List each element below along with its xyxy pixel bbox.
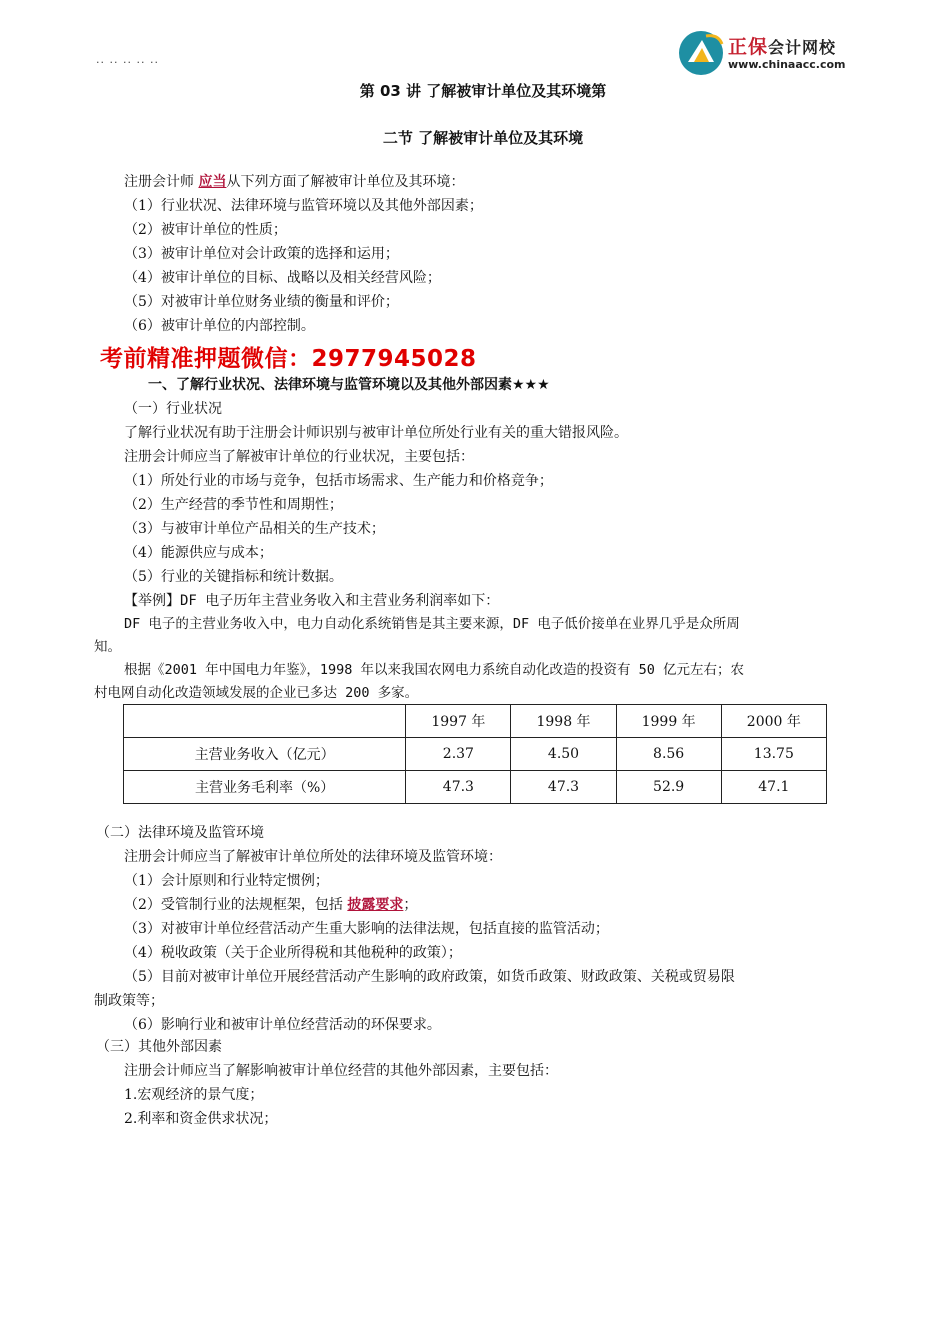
intro-lead	[124, 172, 464, 192]
list-item: （3）对被审计单位经营活动产生重大影响的法律法规，包括直接的监管活动；	[124, 921, 609, 937]
list-item: （1）行业状况、法律环境与监管环境以及其他外部因素；	[124, 198, 483, 214]
list-item: 制政策等；	[94, 993, 164, 1009]
list-item: （3）被审计单位对会计政策的选择和运用；	[124, 246, 399, 262]
intro-lead-suffix: 从下列方面了解被审计单位及其环境：	[226, 174, 465, 190]
emph-disclosure: 披露要求	[347, 897, 404, 913]
table-cell: 47.3	[511, 771, 616, 804]
list-item: （6）影响行业和被审计单位经营活动的环保要求。	[124, 1017, 441, 1033]
paragraph: 根据《2001 年中国电力年鉴》，1998 年以来我国农网电力系统自动化改造的投资有 50 亿元左右；农	[124, 662, 745, 678]
table-header-cell: 1997 年	[406, 705, 511, 738]
revenue-table	[123, 704, 827, 804]
logo-brand: 正保	[728, 36, 769, 58]
table-header-row	[124, 705, 827, 738]
logo-emblem-icon	[678, 30, 724, 76]
list-item: （2）生产经营的季节性和周期性；	[124, 497, 343, 513]
logo-sub: 会计网校	[768, 38, 837, 57]
table-row	[124, 771, 827, 804]
table-cell: 13.75	[721, 738, 826, 771]
list-item: 2.利率和资金供求状况；	[124, 1111, 278, 1127]
list-item: （1）会计原则和行业特定惯例；	[124, 873, 329, 889]
table-header-cell: 1999 年	[616, 705, 721, 738]
table-cell: 主营业务收入（亿元）	[124, 738, 406, 771]
table-header-cell: 1998 年	[511, 705, 616, 738]
list-item: （1）所处行业的市场与竞争，包括市场需求、生产能力和价格竞争；	[124, 473, 553, 489]
subsection-heading: （一）行业状况	[124, 401, 222, 417]
list-item: （5）对被审计单位财务业绩的衡量和评价；	[124, 294, 399, 310]
paragraph: 注册会计师应当了解被审计单位的行业状况，主要包括：	[124, 449, 474, 465]
list-item: （4）税收政策（关于企业所得税和其他税种的政策）；	[124, 945, 462, 961]
page-subtitle: 二节 了解被审计单位及其环境	[382, 129, 584, 147]
table-cell: 2.37	[406, 738, 511, 771]
table-cell: 52.9	[616, 771, 721, 804]
header-mark: ·· ·· ·· ·· ··	[96, 56, 159, 69]
list-item-prefix: （2）受管制行业的法规框架，包括	[124, 897, 348, 913]
list-item: （2）被审计单位的性质；	[124, 222, 287, 238]
promo-banner: 考前精准押题微信：2977945028	[100, 346, 477, 372]
paragraph: 注册会计师应当了解影响被审计单位经营的其他外部因素，主要包括：	[124, 1063, 558, 1079]
logo-url: www.chinaacc.com	[728, 58, 846, 71]
logo	[678, 26, 878, 78]
paragraph: 村电网自动化改造领域发展的企业已多达 200 多家。	[94, 685, 419, 701]
list-item: （3）与被审计单位产品相关的生产技术；	[124, 521, 385, 537]
paragraph: 注册会计师应当了解被审计单位所处的法律环境及监管环境：	[124, 849, 502, 865]
list-item: （6）被审计单位的内部控制。	[124, 318, 315, 334]
list-item: 1.宏观经济的景气度；	[124, 1087, 264, 1103]
page-title: 第 03 讲 了解被审计单位及其环境第	[359, 82, 607, 100]
list-item: （4）能源供应与成本；	[124, 545, 273, 561]
table-cell: 8.56	[616, 738, 721, 771]
list-item-suffix: ；	[403, 897, 418, 913]
paragraph: DF 电子的主营业务收入中，电力自动化系统销售是其主要来源，DF 电子低价接单在业界几乎是众所周	[124, 616, 740, 632]
table-cell: 主营业务毛利率（%）	[124, 771, 406, 804]
table-row	[124, 738, 827, 771]
table-cell: 47.3	[406, 771, 511, 804]
subsection-heading: （三）其他外部因素	[96, 1039, 222, 1055]
intro-lead-prefix: 注册会计师	[124, 174, 199, 190]
list-item: （5）目前对被审计单位开展经营活动产生影响的政府政策，如货币政策、财政政策、关税或贸易限	[124, 969, 735, 985]
table-header-cell: 2000 年	[721, 705, 826, 738]
table-cell: 4.50	[511, 738, 616, 771]
list-item: （5）行业的关键指标和统计数据。	[124, 569, 343, 585]
emph-should: 应当	[198, 174, 227, 190]
paragraph: 知。	[94, 639, 121, 655]
table-cell: 47.1	[721, 771, 826, 804]
paragraph: 了解行业状况有助于注册会计师识别与被审计单位所处行业有关的重大错报风险。	[124, 425, 628, 441]
section-heading: 一、了解行业状况、法律环境与监管环境以及其他外部因素★★★	[148, 377, 550, 393]
subsection-heading: （二）法律环境及监管环境	[96, 825, 264, 841]
list-item: （4）被审计单位的目标、战略以及相关经营风险；	[124, 270, 441, 286]
table-header-cell	[124, 705, 406, 738]
example-heading: 【举例】DF 电子历年主营业务收入和主营业务利润率如下：	[124, 593, 500, 609]
list-item	[124, 895, 417, 915]
